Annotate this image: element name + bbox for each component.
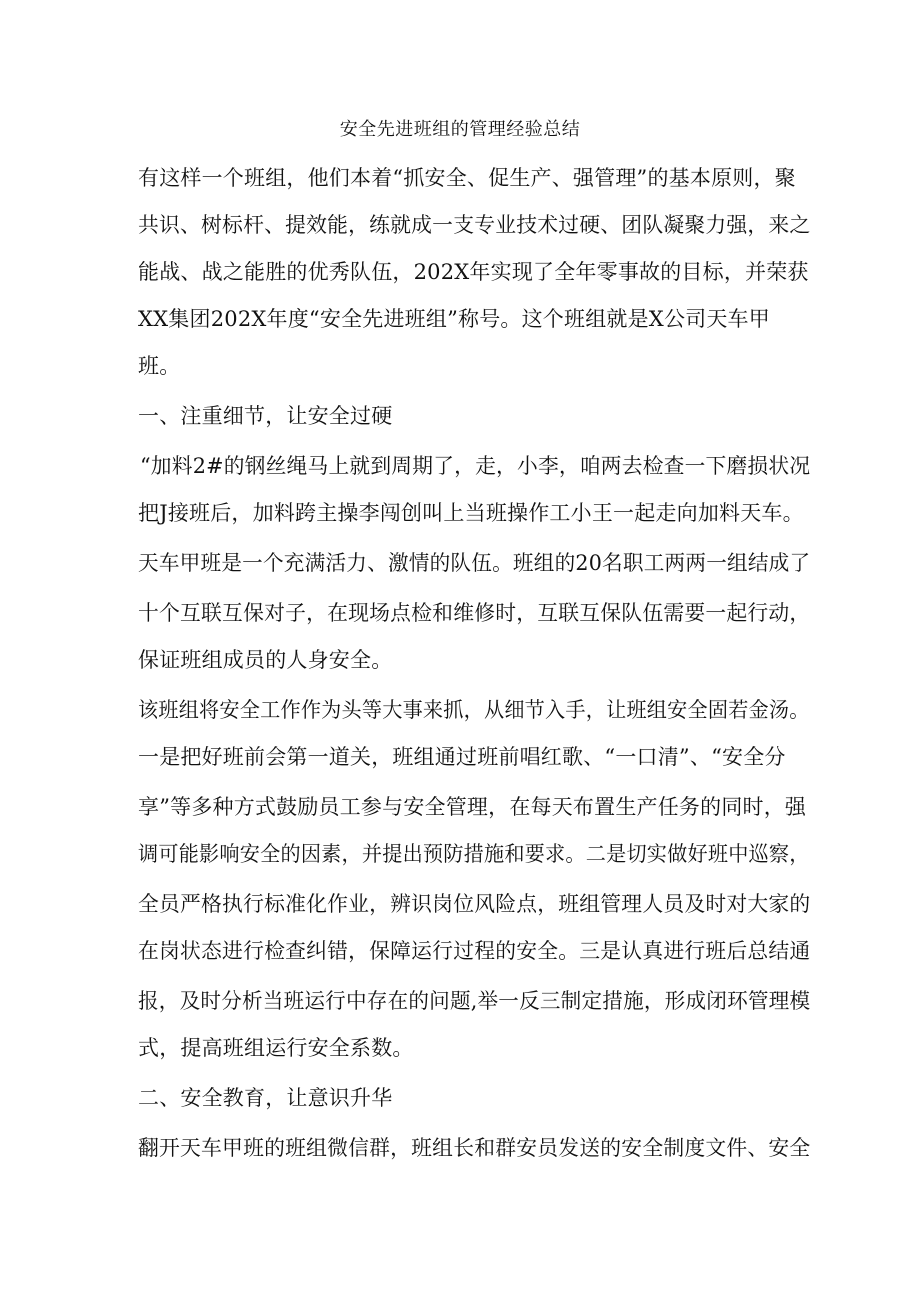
- paragraph-line: 调可能影响安全的因素，并提出预防措施和要求。二是切实做好班中巡察，: [138, 842, 810, 866]
- paragraph-line: 翻开天车甲班的班组微信群，班组长和群安员发送的安全制度文件、安全: [138, 1136, 811, 1160]
- paragraph-line: 全员严格执行标准化作业，辨识岗位风险点，班组管理人员及时对大家的: [138, 892, 811, 916]
- paragraph-line: 保证班组成员的人身安全。: [138, 648, 393, 672]
- paragraph-line: “加料2#的钢丝绳马上就到周期了，走，小李，咱两去检查一下磨损状况: [140, 454, 811, 478]
- paragraph-line: 共识、树标杆、提效能，练就成一支专业技术过硬、团队凝聚力强，来之: [138, 213, 811, 237]
- paragraph-line: 享”等多种方式鼓励员工参与安全管理，在每天布置生产任务的同时，强: [138, 795, 807, 819]
- paragraph-line: 有这样一个班组，他们本着“抓安全、促生产、强管理”的基本原则，聚: [138, 166, 796, 190]
- paragraph-line: 班。: [138, 354, 181, 378]
- paragraph-line: 天车甲班是一个充满活力、激情的队伍。班组的20名职工两两一组结成了: [138, 551, 811, 575]
- paragraph-line: XX集团202X年度“安全先进班组”称号。这个班组就是X公司天车甲: [138, 307, 770, 331]
- document-title: 安全先进班组的管理经验总结: [339, 119, 581, 140]
- paragraph-line: 式，提高班组运行安全系数。: [138, 1036, 414, 1060]
- paragraph-line: 能战、战之能胜的优秀队伍，202X年实现了全年零事故的目标，并荣获: [138, 260, 809, 284]
- paragraph-line: 在岗状态进行检查纠错，保障运行过程的安全。三是认真进行班后总结通: [138, 939, 811, 963]
- paragraph-line: 报，及时分析当班运行中存在的问题,举一反三制定措施，形成闭环管理模: [138, 989, 811, 1013]
- section-heading: 二、安全教育，让意识升华: [138, 1086, 393, 1110]
- paragraph-line: 十个互联互保对子，在现场点检和维修时，互联互保队伍需要一起行动，: [138, 601, 811, 625]
- paragraph-line: 一是把好班前会第一道关，班组通过班前唱红歌、“一口清”、“安全分: [138, 745, 786, 769]
- section-heading: 一、注重细节，让安全过硬: [138, 404, 393, 428]
- paragraph-line: 把J接班后，加料跨主操李闯创叫上当班操作工小王一起走向加料天车。: [138, 501, 804, 525]
- paragraph-line: 该班组将安全工作作为头等大事来抓，从细节入手，让班组安全固若金汤。: [138, 698, 810, 722]
